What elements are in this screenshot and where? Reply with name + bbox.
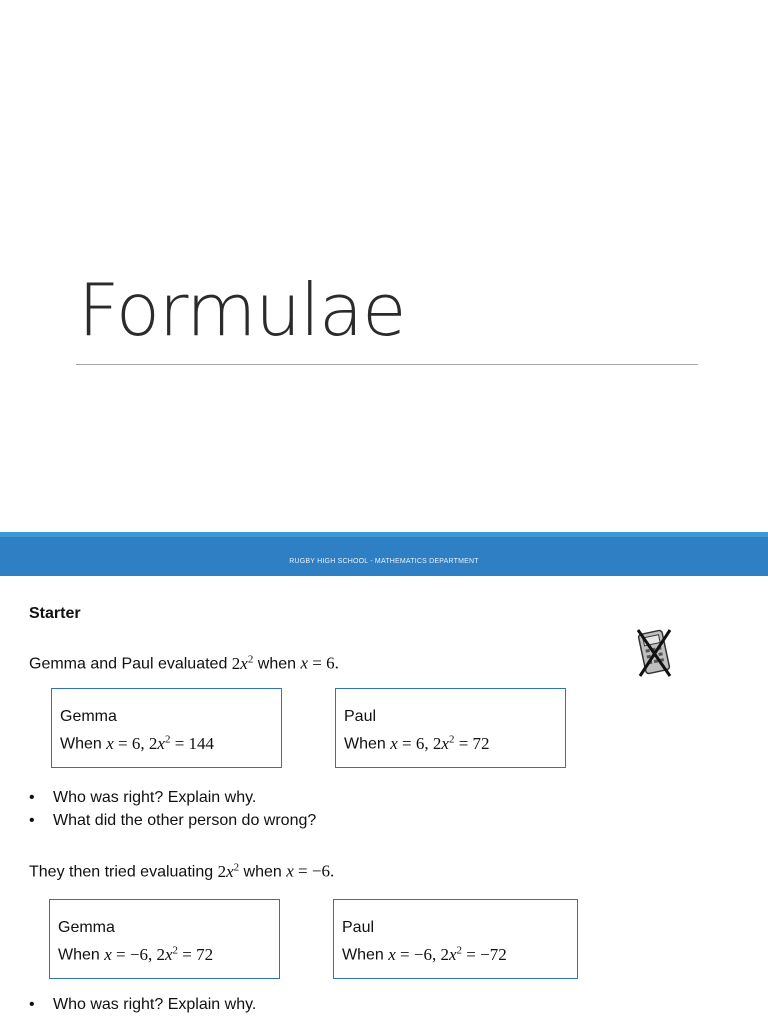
bullet-item: • Who was right? Explain why. bbox=[29, 996, 257, 1013]
footer-text: RUGBY HIGH SCHOOL - MATHEMATICS DEPARTMENT bbox=[289, 558, 479, 565]
bullet-item: • Who was right? Explain why. bbox=[29, 789, 257, 806]
box-answer: When x = 6, $2x^2 = 72$ bbox=[344, 733, 490, 753]
no-calculator-icon bbox=[634, 626, 674, 680]
box-name: Gemma bbox=[58, 919, 115, 936]
intro-line-2: They then tried evaluating $2x^2$ when x = −6. bbox=[29, 861, 335, 881]
box-answer: When x = −6, $2x^2 = -72$ bbox=[342, 944, 507, 964]
footer-bar bbox=[0, 532, 768, 576]
title-divider bbox=[76, 364, 698, 365]
bullet-item: • What did the other person do wrong? bbox=[29, 812, 317, 829]
slide-title: Formulae bbox=[78, 268, 406, 352]
gemma-answer-box-2 bbox=[49, 899, 280, 979]
box-answer: When x = −6, $2x^2 = 72$ bbox=[58, 944, 214, 964]
paul-answer-box-1 bbox=[335, 688, 566, 768]
box-name: Gemma bbox=[60, 708, 117, 725]
box-answer: When x = 6, $2x^2 = 144$ bbox=[60, 733, 215, 753]
paul-answer-box-2 bbox=[333, 899, 578, 979]
starter-heading: Starter bbox=[29, 605, 81, 622]
box-name: Paul bbox=[342, 919, 375, 936]
intro-line-1: Gemma and Paul evaluated $2x^2$ when x = 6. bbox=[29, 653, 339, 673]
gemma-answer-box-1 bbox=[51, 688, 282, 768]
box-name: Paul bbox=[344, 708, 377, 725]
